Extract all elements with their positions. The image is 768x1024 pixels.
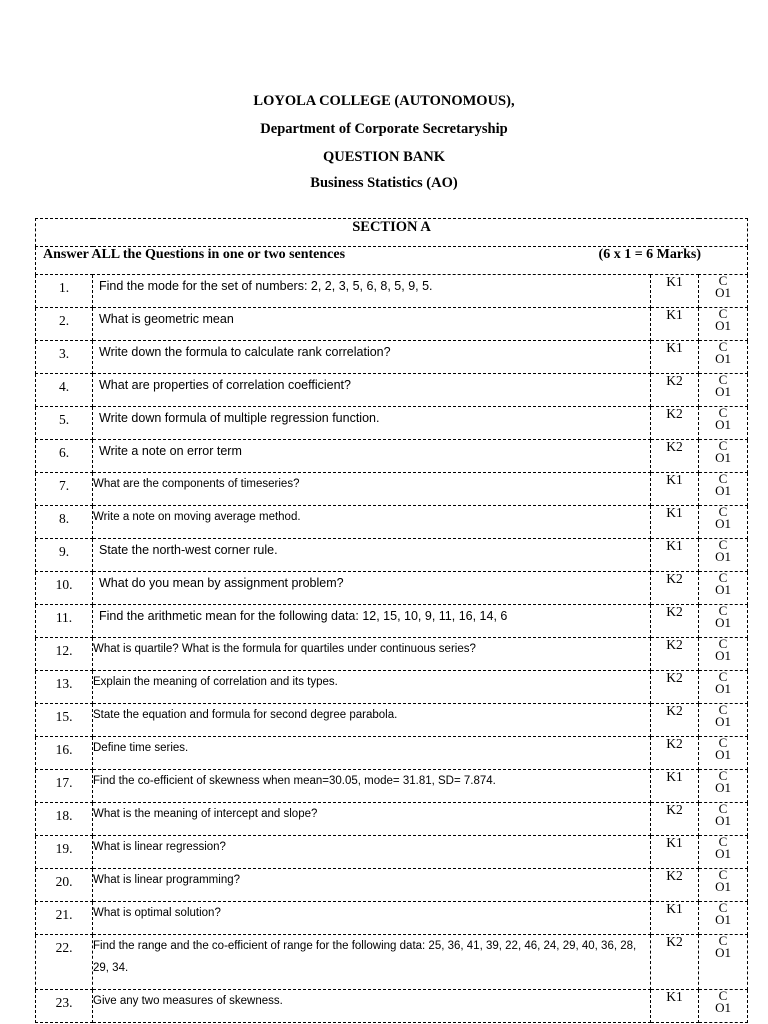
course-outcome [699,704,748,737]
question-row [36,638,748,671]
course-outcome-line2: O1 [715,912,731,927]
knowledge-level: K2 [651,737,699,770]
question-row [36,869,748,902]
course-outcome-line1: C [718,405,728,420]
question-number: 15. [36,704,93,737]
course-outcome-line2: O1 [715,417,731,432]
course-outcome-line2: O1 [715,483,731,498]
course-outcome-line2: O1 [715,846,731,861]
course-outcome-line2: O1 [715,813,731,828]
question-number: 22. [36,935,93,990]
question-text: Find the range and the co-efficient of range for the following data: 25, 36, 41, 39, 22, 46, 24, 29, 40, 36, 28, 29, 34. [93,935,651,990]
course-outcome-line2: O1 [715,549,731,564]
question-number: 21. [36,902,93,935]
course-outcome [699,737,748,770]
knowledge-level: K2 [651,638,699,671]
instruction-row [36,247,748,275]
question-number: 2. [36,308,93,341]
question-text: Write a note on error term [93,440,651,473]
knowledge-level: K2 [651,374,699,407]
course-outcome-line2: O1 [715,318,731,333]
question-number: 4. [36,374,93,407]
course-outcome [699,374,748,407]
knowledge-level: K1 [651,902,699,935]
course-outcome [699,440,748,473]
course-outcome-line1: C [718,339,728,354]
question-row [36,935,748,990]
question-row [36,990,748,1023]
course-outcome-line2: O1 [715,681,731,696]
question-text: What are properties of correlation coefficient? [93,374,651,407]
section-title: SECTION A [36,219,748,247]
question-row [36,473,748,506]
course-outcome [699,308,748,341]
subject-title: Business Statistics (AO) [310,175,458,191]
course-outcome [699,539,748,572]
knowledge-level: K1 [651,990,699,1023]
question-row [36,539,748,572]
question-text: Find the co-efficient of skewness when mean=30.05, mode= 31.81, SD= 7.874. [93,770,651,803]
course-outcome [699,902,748,935]
knowledge-level: K1 [651,275,699,308]
course-outcome-line1: C [718,273,728,288]
question-text: What is optimal solution? [93,902,651,935]
course-outcome [699,935,748,990]
course-outcome-line2: O1 [715,879,731,894]
course-outcome [699,275,748,308]
course-outcome-line1: C [718,801,728,816]
course-outcome-line1: C [718,537,728,552]
knowledge-level: K2 [651,704,699,737]
question-row [36,341,748,374]
knowledge-level: K1 [651,506,699,539]
question-text: Write down formula of multiple regression function. [93,407,651,440]
course-outcome [699,605,748,638]
course-outcome-line2: O1 [715,351,731,366]
course-outcome [699,869,748,902]
course-outcome [699,638,748,671]
course-outcome-line2: O1 [715,945,731,960]
question-text: What is geometric mean [93,308,651,341]
knowledge-level: K2 [651,407,699,440]
course-outcome-line1: C [718,570,728,585]
question-row [36,308,748,341]
question-row [36,374,748,407]
course-outcome-line1: C [718,504,728,519]
question-number: 23. [36,990,93,1023]
question-number: 6. [36,440,93,473]
instruction-text: Answer ALL the Questions in one or two sentences [43,247,346,262]
course-outcome-line1: C [718,603,728,618]
course-outcome [699,836,748,869]
question-row [36,803,748,836]
question-text: What is quartile? What is the formula for quartiles under continuous series? [93,638,651,671]
course-outcome-line1: C [718,900,728,915]
course-outcome [699,671,748,704]
question-row [36,275,748,308]
course-outcome [699,990,748,1023]
question-row [36,902,748,935]
question-number: 1. [36,275,93,308]
course-outcome-line1: C [718,735,728,750]
question-number: 5. [36,407,93,440]
question-row [36,671,748,704]
course-outcome-line1: C [718,636,728,651]
college-name: LOYOLA COLLEGE (AUTONOMOUS), [253,93,515,109]
knowledge-level: K2 [651,935,699,990]
question-number: 19. [36,836,93,869]
course-outcome-line1: C [718,834,728,849]
knowledge-level: K2 [651,605,699,638]
question-number: 9. [36,539,93,572]
course-outcome [699,407,748,440]
question-number: 16. [36,737,93,770]
course-outcome-line1: C [718,306,728,321]
course-outcome [699,572,748,605]
question-text: Find the arithmetic mean for the following data: 12, 15, 10, 9, 11, 16, 14, 6 [93,605,651,638]
course-outcome-line2: O1 [715,780,731,795]
question-row [36,737,748,770]
knowledge-level: K1 [651,770,699,803]
question-row [36,407,748,440]
question-text: Define time series. [93,737,651,770]
course-outcome [699,770,748,803]
department-name: Department of Corporate Secretaryship [260,121,508,137]
knowledge-level: K2 [651,869,699,902]
question-text: Give any two measures of skewness. [93,990,651,1023]
question-text: What is linear programming? [93,869,651,902]
question-text: Find the mode for the set of numbers: 2, 2, 3, 5, 6, 8, 5, 9, 5. [93,275,651,308]
question-number: 11. [36,605,93,638]
question-number: 20. [36,869,93,902]
course-outcome-line1: C [718,768,728,783]
knowledge-level: K2 [651,803,699,836]
question-number: 8. [36,506,93,539]
course-outcome-line1: C [718,372,728,387]
course-outcome-line2: O1 [715,516,731,531]
question-text: What is linear regression? [93,836,651,869]
course-outcome [699,803,748,836]
question-row [36,572,748,605]
course-outcome-line1: C [718,867,728,882]
question-text: Explain the meaning of correlation and its types. [93,671,651,704]
course-outcome-line2: O1 [715,582,731,597]
question-number: 13. [36,671,93,704]
question-row [36,770,748,803]
question-number: 17. [36,770,93,803]
knowledge-level: K1 [651,473,699,506]
question-text: State the equation and formula for second degree parabola. [93,704,651,737]
question-table [35,218,748,1023]
course-outcome-line1: C [718,933,728,948]
question-number: 18. [36,803,93,836]
course-outcome-line1: C [718,438,728,453]
course-outcome [699,473,748,506]
question-row [36,506,748,539]
course-outcome [699,341,748,374]
question-text: What is the meaning of intercept and slope? [93,803,651,836]
course-outcome-line2: O1 [715,1000,731,1015]
question-number: 12. [36,638,93,671]
question-number: 10. [36,572,93,605]
question-text: Write down the formula to calculate rank correlation? [93,341,651,374]
knowledge-level: K2 [651,440,699,473]
course-outcome-line2: O1 [715,285,731,300]
question-text: What do you mean by assignment problem? [93,572,651,605]
knowledge-level: K1 [651,308,699,341]
question-row [36,836,748,869]
question-row [36,440,748,473]
question-text: What are the components of timeseries? [93,473,651,506]
question-number: 3. [36,341,93,374]
question-number: 7. [36,473,93,506]
knowledge-level: K1 [651,341,699,374]
course-outcome-line2: O1 [715,615,731,630]
knowledge-level: K2 [651,671,699,704]
question-row [36,704,748,737]
course-outcome-line2: O1 [715,384,731,399]
section-header-row [36,219,748,247]
course-outcome-line1: C [718,988,728,1003]
marks-text: (6 x 1 = 6 Marks) [598,247,702,262]
course-outcome-line1: C [718,669,728,684]
knowledge-level: K1 [651,539,699,572]
course-outcome [699,506,748,539]
course-outcome-line1: C [718,471,728,486]
course-outcome-line2: O1 [715,648,731,663]
course-outcome-line2: O1 [715,747,731,762]
course-outcome-line2: O1 [715,450,731,465]
document-title: QUESTION BANK [322,149,446,165]
knowledge-level: K1 [651,836,699,869]
question-text: State the north-west corner rule. [93,539,651,572]
course-outcome-line2: O1 [715,714,731,729]
course-outcome-line1: C [718,702,728,717]
knowledge-level: K2 [651,572,699,605]
question-row [36,605,748,638]
question-text: Write a note on moving average method. [93,506,651,539]
